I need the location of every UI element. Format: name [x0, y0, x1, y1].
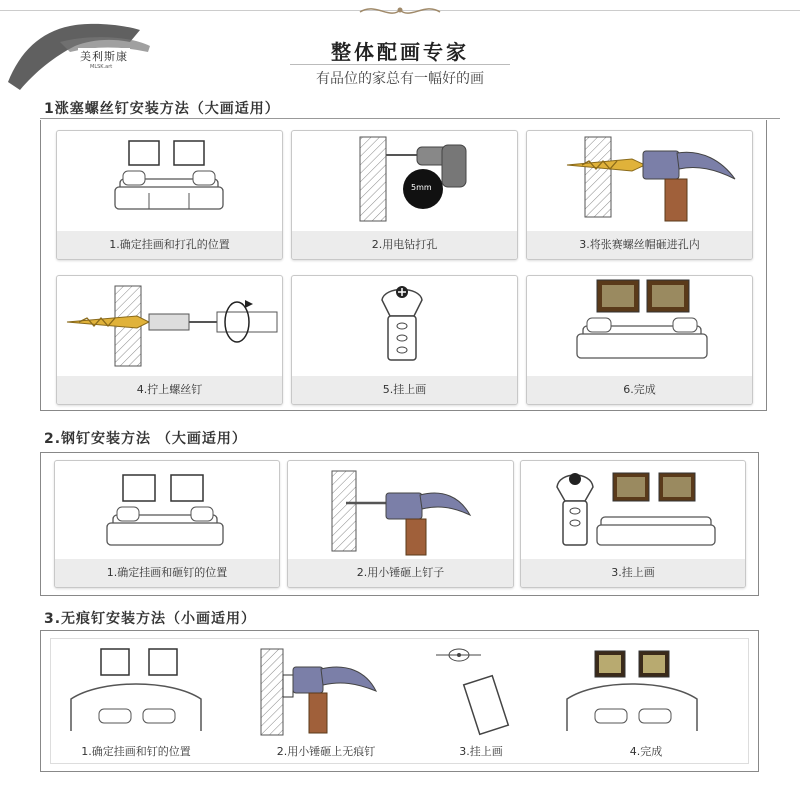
drill-illustration: [292, 131, 517, 231]
section3-title: 3.无痕钉安装方法（小画适用）: [44, 611, 257, 627]
s1-step1-card: [56, 130, 283, 260]
s1-step6-card: [526, 275, 753, 405]
sofa-with-paintings-illustration: [527, 276, 752, 376]
s1-step3-card: [526, 130, 753, 260]
s1-step5-card: [291, 275, 518, 405]
s2-step2-label: 2.用小锤砸上钉子: [288, 559, 513, 587]
s3-step2-label: 2.用小锤砸上无痕钉: [276, 745, 376, 758]
s2-step1-label: 1.确定挂画和砸钉的位置: [55, 559, 279, 587]
s1-step1-label: 1.确定挂画和打孔的位置: [57, 231, 282, 259]
s1-step2-card: [291, 130, 518, 260]
s3-step1-label: 1.确定挂画和钉的位置: [81, 745, 191, 758]
page-title: 整体配画专家: [331, 40, 469, 64]
sofa-illustration: [57, 131, 282, 231]
s1-step3-label: 3.将张赛螺丝帽砸进孔内: [527, 231, 752, 259]
s2-step1-card: [54, 460, 280, 588]
screwdriver-illustration: [57, 276, 282, 376]
section1-title: 1涨塞螺丝钉安装方法（大画适用）: [44, 101, 280, 117]
s3-step3-label: 3.挂上画: [459, 745, 503, 758]
hammer-anchor-illustration: [527, 131, 752, 231]
s1-step4-label: 4.拧上螺丝钉: [57, 376, 282, 404]
s1-step2-label: 2.用电钻打孔: [292, 231, 517, 259]
s2-step3-card: [520, 460, 746, 588]
sofa-illustration: [55, 461, 279, 561]
hang-painting-illustration: [521, 461, 745, 561]
s2-step2-card: [287, 460, 514, 588]
hammer-nail-illustration: [288, 461, 513, 561]
s2-step3-label: 3.挂上画: [521, 559, 745, 587]
logo-text: 美利斯康: [80, 50, 128, 63]
title-divider: [290, 64, 510, 65]
s3-step4-label: 4.完成: [629, 745, 663, 758]
s1-step4-card: [56, 275, 283, 405]
hanger-illustration: [292, 276, 517, 376]
s1-step5-label: 5.挂上画: [292, 376, 517, 404]
ornament-icon: [350, 0, 450, 22]
s3-panel: [50, 638, 749, 764]
seamless-nail-illustrations: [51, 639, 748, 739]
section1-rule: [40, 118, 780, 119]
logo-subtext: MLSK.art: [90, 64, 113, 70]
drill-size-label: 5mm: [411, 183, 432, 192]
s1-step6-label: 6.完成: [527, 376, 752, 404]
page-subtitle: 有品位的家总有一幅好的画: [316, 71, 484, 87]
section2-title: 2.钢钉安装方法 （大画适用）: [44, 431, 247, 447]
